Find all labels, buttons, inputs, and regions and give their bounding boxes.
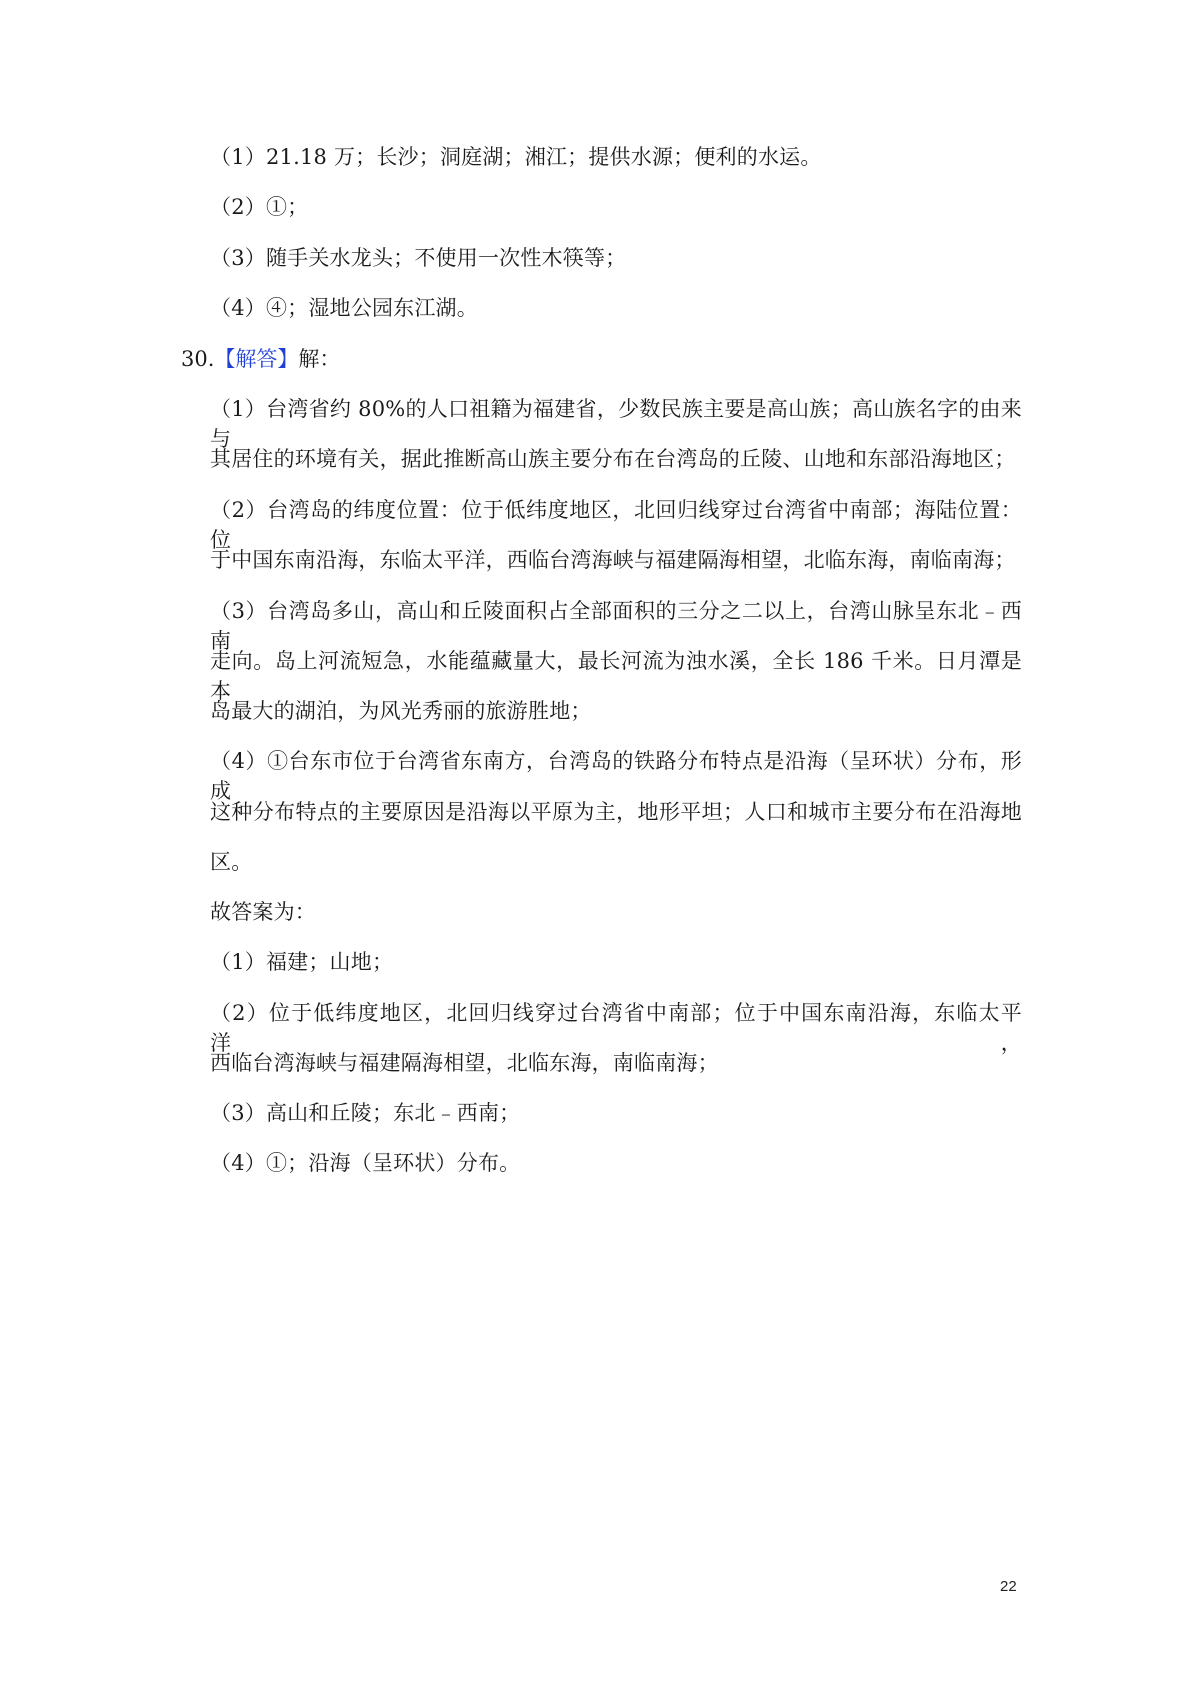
question-heading: [181, 344, 340, 374]
answer-3: （3）高山和丘陵；东北﹣西南；: [210, 1101, 521, 1125]
analysis-p1-line-2: 其居住的环境有关，据此推断高山族主要分布在台湾岛的丘陵、山地和东部沿海地区；: [210, 447, 1016, 471]
answer-label: 故答案为：: [210, 900, 316, 924]
analysis-p3-line-1: （3）台湾岛多山，高山和丘陵面积占全部面积的三分之二以上，台湾山脉呈东北﹣西南: [210, 599, 1022, 653]
analysis-p2-line-2: 于中国东南沿海，东临太平洋，西临台湾海峡与福建隔海相望，北临东海，南临南海；: [210, 548, 1016, 572]
prev-answer-1: （1）21.18 万；长沙；洞庭湖；湘江；提供水源；便利的水运。: [210, 145, 822, 169]
answer-2-line-2: 西临台湾海峡与福建隔海相望，北临东海，南临南海；: [210, 1051, 719, 1075]
analysis-p3-line-3: 岛最大的湖泊，为风光秀丽的旅游胜地；: [210, 699, 592, 723]
analysis-p3-line-2: 走向。岛上河流短急，水能蕴藏量大，最长河流为浊水溪，全长 186 千米。日月潭是本: [210, 649, 1022, 703]
answer-4: （4）①；沿海（呈环状）分布。: [210, 1151, 521, 1175]
answer-tag: 【解答】: [214, 347, 299, 371]
question-intro: 解：: [298, 347, 341, 371]
analysis-p1-line-1: （1）台湾省约 80%的人口祖籍为福建省，少数民族主要是高山族；高山族名字的由来与: [210, 397, 1022, 451]
page-number: 22: [1000, 1578, 1017, 1595]
analysis-p4-line-3: 区。: [210, 850, 253, 874]
question-number: 30.: [181, 347, 215, 371]
prev-answer-2: （2）①；: [210, 195, 309, 219]
analysis-p2-line-1: （2）台湾岛的纬度位置：位于低纬度地区，北回归线穿过台湾省中南部；海陆位置：位: [210, 498, 1022, 552]
analysis-p4-line-2: 这种分布特点的主要原因是沿海以平原为主，地形平坦；人口和城市主要分布在沿海地: [210, 800, 1022, 824]
answer-2-line-1: （2）位于低纬度地区，北回归线穿过台湾省中南部；位于中国东南沿海，东临太平洋，: [210, 1001, 1022, 1055]
prev-answer-3: （3）随手关水龙头；不使用一次性木筷等；: [210, 246, 627, 270]
prev-answer-4: （4）④；湿地公园东江湖。: [210, 296, 478, 320]
analysis-p4-line-1: （4）①台东市位于台湾省东南方，台湾岛的铁路分布特点是沿海（呈环状）分布，形成: [210, 749, 1022, 803]
answer-1: （1）福建；山地；: [210, 950, 394, 974]
